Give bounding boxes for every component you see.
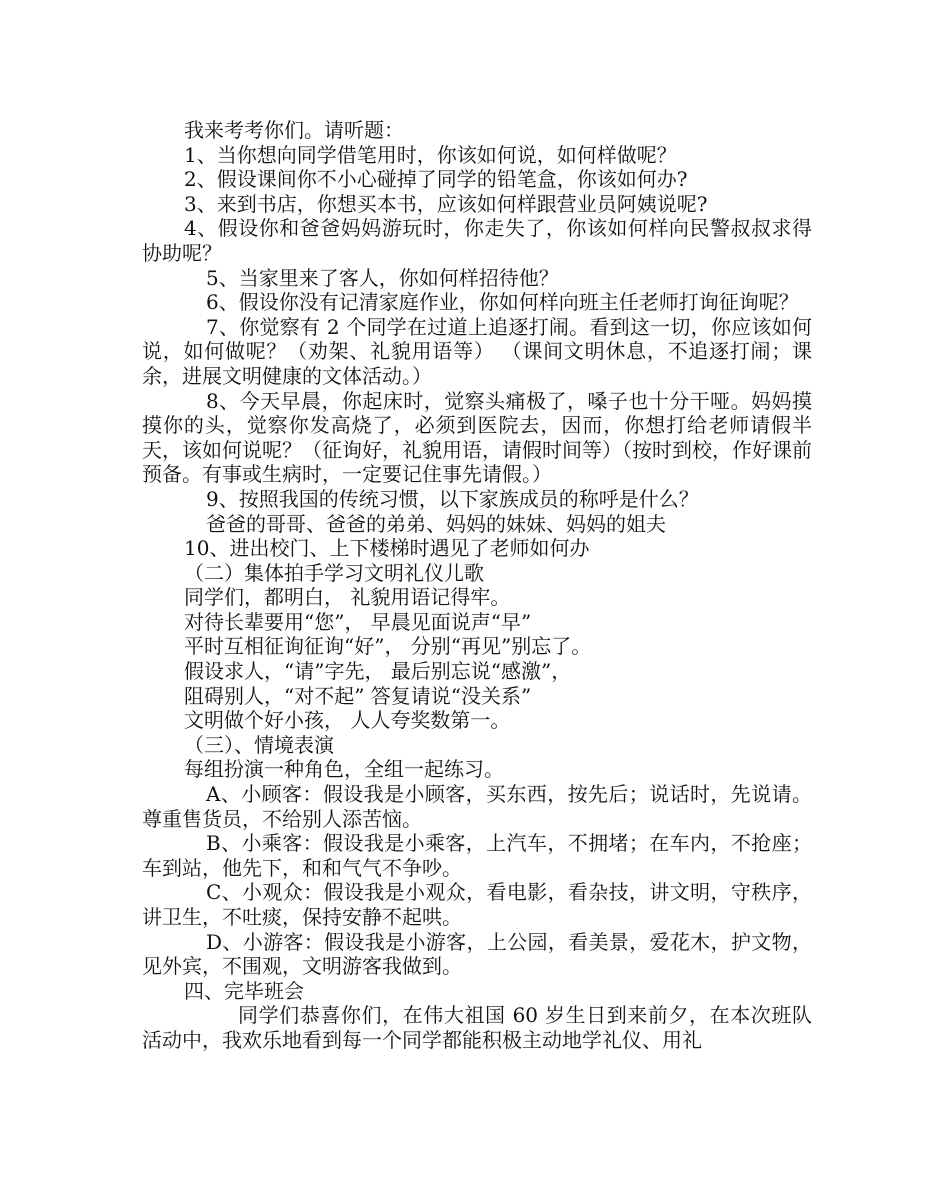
roleplay-intro: 每组扮演一种角色，全组一起练习。 <box>184 757 504 782</box>
family-terms: 爸爸的哥哥、爸爸的弟弟、妈妈的妹妹、妈妈的姐夫 <box>206 511 666 536</box>
section-heading-2: （二）集体拍手学习文明礼仪儿歌 <box>184 560 484 585</box>
roleplay-b: B、小乘客：假设我是小乘客，上汽车，不拥堵；在车内，不抢座；车到站，他先下，和和气气不争吵。 <box>142 831 812 880</box>
section-heading-3: （三）、情境表演 <box>184 732 334 757</box>
roleplay-a: A、小顾客：假设我是小顾客，买东西，按先后；说话时，先说请。尊重售货员，不给别人添苦恼。 <box>142 782 812 831</box>
roleplay-c: C、小观众：假设我是小观众，看电影，看杂技，讲文明，守秩序，讲卫生，不吐痰，保持安静不起哄。 <box>142 880 812 929</box>
question-8: 8、今天早晨，你起床时，觉察头痛极了，嗓子也十分干哑。妈妈摸摸你的头，觉察你发高烧了，必须到医院去，因而，你想打给老师请假半天，该如何说呢？（征询好，礼貌用语，请假时间等）（按时到校，作好课前预备。有事或生病时，一定要记住事先请假。） <box>142 388 812 487</box>
question-1: 1、当你想向同学借笔用时，你该如何说，如何样做呢？ <box>184 142 677 167</box>
question-7: 7、你觉察有 2 个同学在过道上追逐打闹。看到这一切，你应该如何说，如何做呢？（劝架、礼貌用语等） （课间文明休息，不追逐打闹；课余，进展文明健康的文体活动。） <box>142 314 812 388</box>
document-body <box>142 118 812 1053</box>
closing-paragraph: 同学们恭喜你们，在伟大祖国 60 岁生日到来前夕，在本次班队活动中，我欢乐地看到每一个同学都能积极主动地学礼仪、用礼 <box>142 1003 812 1052</box>
rhyme-line-2: 对待长辈要用“您”， 早晨见面说声“早” <box>184 609 532 634</box>
question-5: 5、当家里来了客人，你如何样招待他？ <box>206 265 559 290</box>
rhyme-line-3: 平时互相征询征询“好”， 分别“再见”别忘了。 <box>184 634 592 659</box>
paragraph-intro: 我来考考你们。请听题： <box>184 118 404 142</box>
question-3: 3、来到书店，你想买本书，应该如何样跟营业员阿姨说呢? <box>184 191 708 216</box>
question-10: 10、进出校门、上下楼梯时遇见了老师如何办 <box>184 536 590 561</box>
rhyme-line-6: 文明做个好小孩， 人人夸奖数第一。 <box>184 708 511 733</box>
question-6: 6、假设你没有记清家庭作业，你如何样向班主任老师打询征询呢？ <box>206 290 799 315</box>
question-4: 4、假设你和爸爸妈妈游玩时，你走失了，你该如何样向民警叔叔求得协助呢？ <box>142 216 812 265</box>
section-heading-4: 四、完毕班会 <box>184 978 304 1003</box>
rhyme-line-4: 假设求人，“请”字先， 最后别忘说“感激”， <box>184 659 572 684</box>
rhyme-line-1: 同学们，都明白， 礼貌用语记得牢。 <box>184 585 511 610</box>
question-9: 9、按照我国的传统习惯，以下家族成员的称呼是什么？ <box>206 486 699 511</box>
rhyme-line-5: 阻碍别人，“对不起” 答复请说“没关系” <box>184 683 532 708</box>
question-2: 2、假设课间你不小心碰掉了同学的铅笔盒，你该如何办? <box>184 167 688 192</box>
roleplay-d: D、小游客：假设我是小游客，上公园，看美景，爱花木，护文物，见外宾，不围观，文明游客我做到。 <box>142 929 812 979</box>
